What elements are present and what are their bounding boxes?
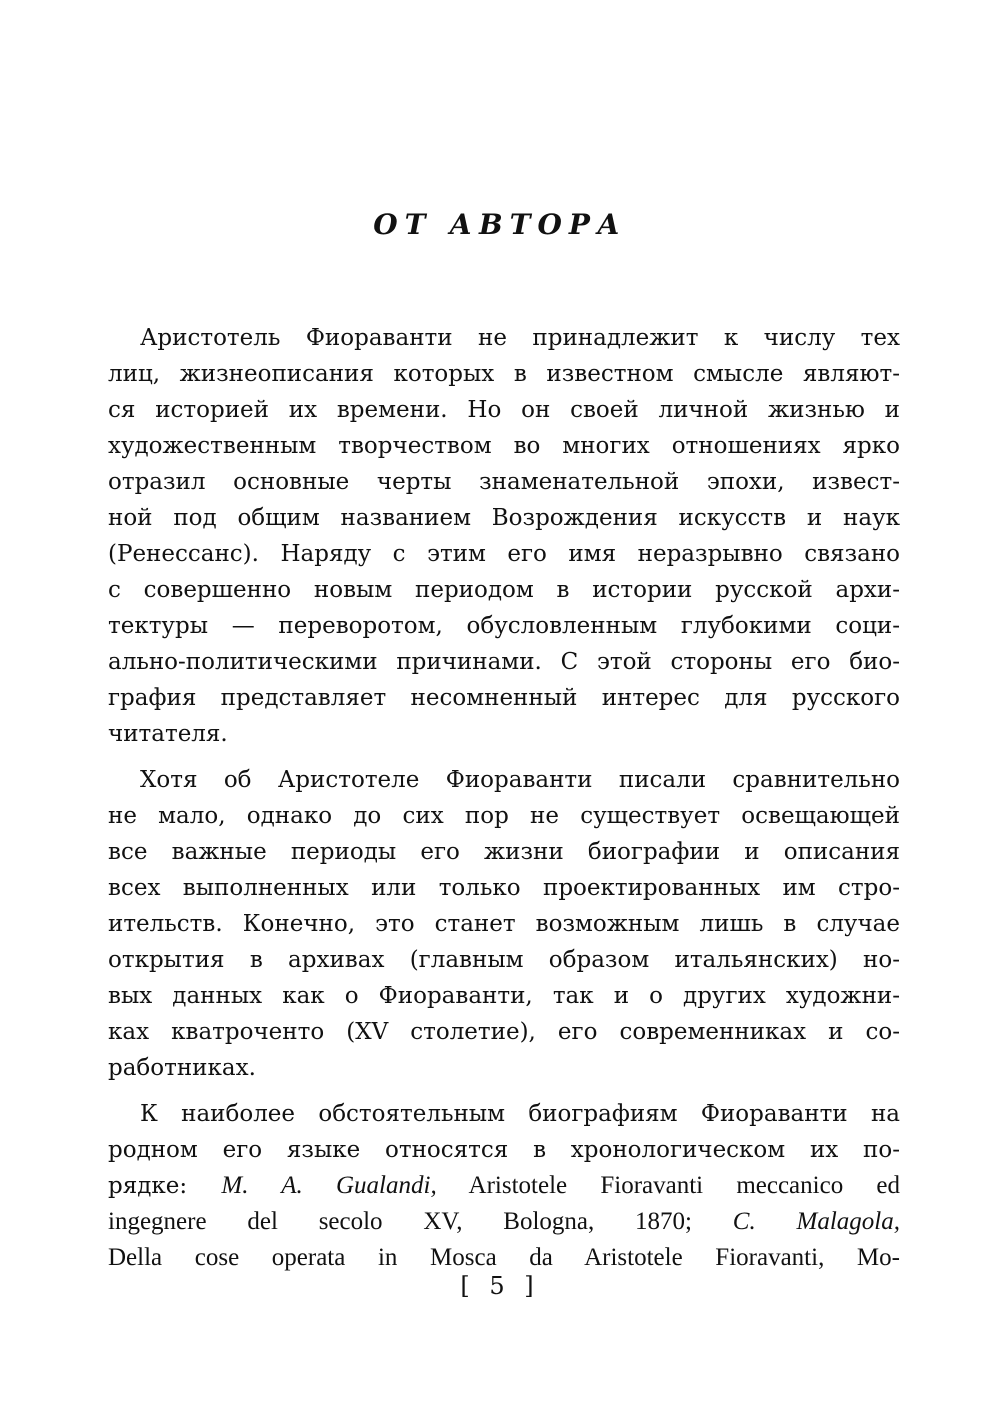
reference-title: ingegnere del secolo XV, Bologna, 1870; bbox=[108, 1208, 733, 1235]
paragraph-2 bbox=[108, 762, 900, 1086]
reference-author: C. Malagola, bbox=[732, 1208, 900, 1235]
text-line: отразил основные черты знаменательной эпохи, извест- bbox=[108, 469, 900, 495]
text-line: ально-политическими причинами. С этой стороны его био- bbox=[108, 649, 900, 675]
text-line: всех выполненных или только проектированных им стро- bbox=[108, 875, 900, 901]
text-line: читателя. bbox=[108, 721, 228, 747]
text-line: ках кватроченто (XV столетие), его современниках и со- bbox=[108, 1019, 900, 1045]
text-line: работниках. bbox=[108, 1055, 256, 1081]
text-line: лиц, жизнеописания которых в известном смысле являют- bbox=[108, 361, 900, 387]
text-line: родном его языке относятся в хронологическом их по- bbox=[108, 1137, 900, 1163]
text-line: тектуры — переворотом, обусловленным глубокими соци- bbox=[108, 613, 900, 639]
body-text bbox=[108, 320, 900, 1276]
reference-line: Della cose operata in Mosca da Aristotele Fioravanti, Mo- bbox=[108, 1244, 900, 1271]
text-line: Аристотель Фиораванти не принадлежит к числу тех bbox=[140, 325, 900, 351]
text-line: художественным творчеством во многих отношениях ярко bbox=[108, 433, 900, 459]
reference-prefix: рядке: bbox=[108, 1173, 222, 1199]
reference-line bbox=[108, 1204, 900, 1240]
chapter-title: ОТ АВТОРА bbox=[373, 208, 627, 241]
text-line: ительств. Конечно, это станет возможным лишь в случае bbox=[108, 911, 900, 937]
text-line: вых данных как о Фиораванти, так и о других художни- bbox=[108, 983, 900, 1009]
text-line: все важные периоды его жизни биографии и описания bbox=[108, 839, 900, 865]
text-line: К наиболее обстоятельным биографиям Фиораванти на bbox=[140, 1101, 900, 1127]
page-number: [ 5 ] bbox=[460, 1272, 540, 1300]
text-line: Хотя об Аристотеле Фиораванти писали сравнительно bbox=[140, 767, 900, 793]
text-line: ся историей их времени. Но он своей личной жизнью и bbox=[108, 397, 900, 423]
reference-author: M. A. Gualandi, bbox=[221, 1172, 437, 1199]
reference-title: Aristotele Fioravanti meccanico ed bbox=[436, 1172, 900, 1199]
text-line: не мало, однако до сих пор не существует освещающей bbox=[108, 803, 900, 829]
reference-line bbox=[108, 1168, 900, 1204]
paragraph-1 bbox=[108, 320, 900, 752]
text-line: графия представляет несомненный интерес для русского bbox=[108, 685, 900, 711]
text-line: (Ренессанс). Наряду с этим его имя неразрывно связано bbox=[108, 541, 900, 567]
text-line: с совершенно новым периодом в истории русской архи- bbox=[108, 577, 900, 603]
text-line: открытия в архивах (главным образом итальянских) но- bbox=[108, 947, 900, 973]
paragraph-3 bbox=[108, 1096, 900, 1276]
text-line: ной под общим названием Возрождения искусств и наук bbox=[108, 505, 900, 531]
